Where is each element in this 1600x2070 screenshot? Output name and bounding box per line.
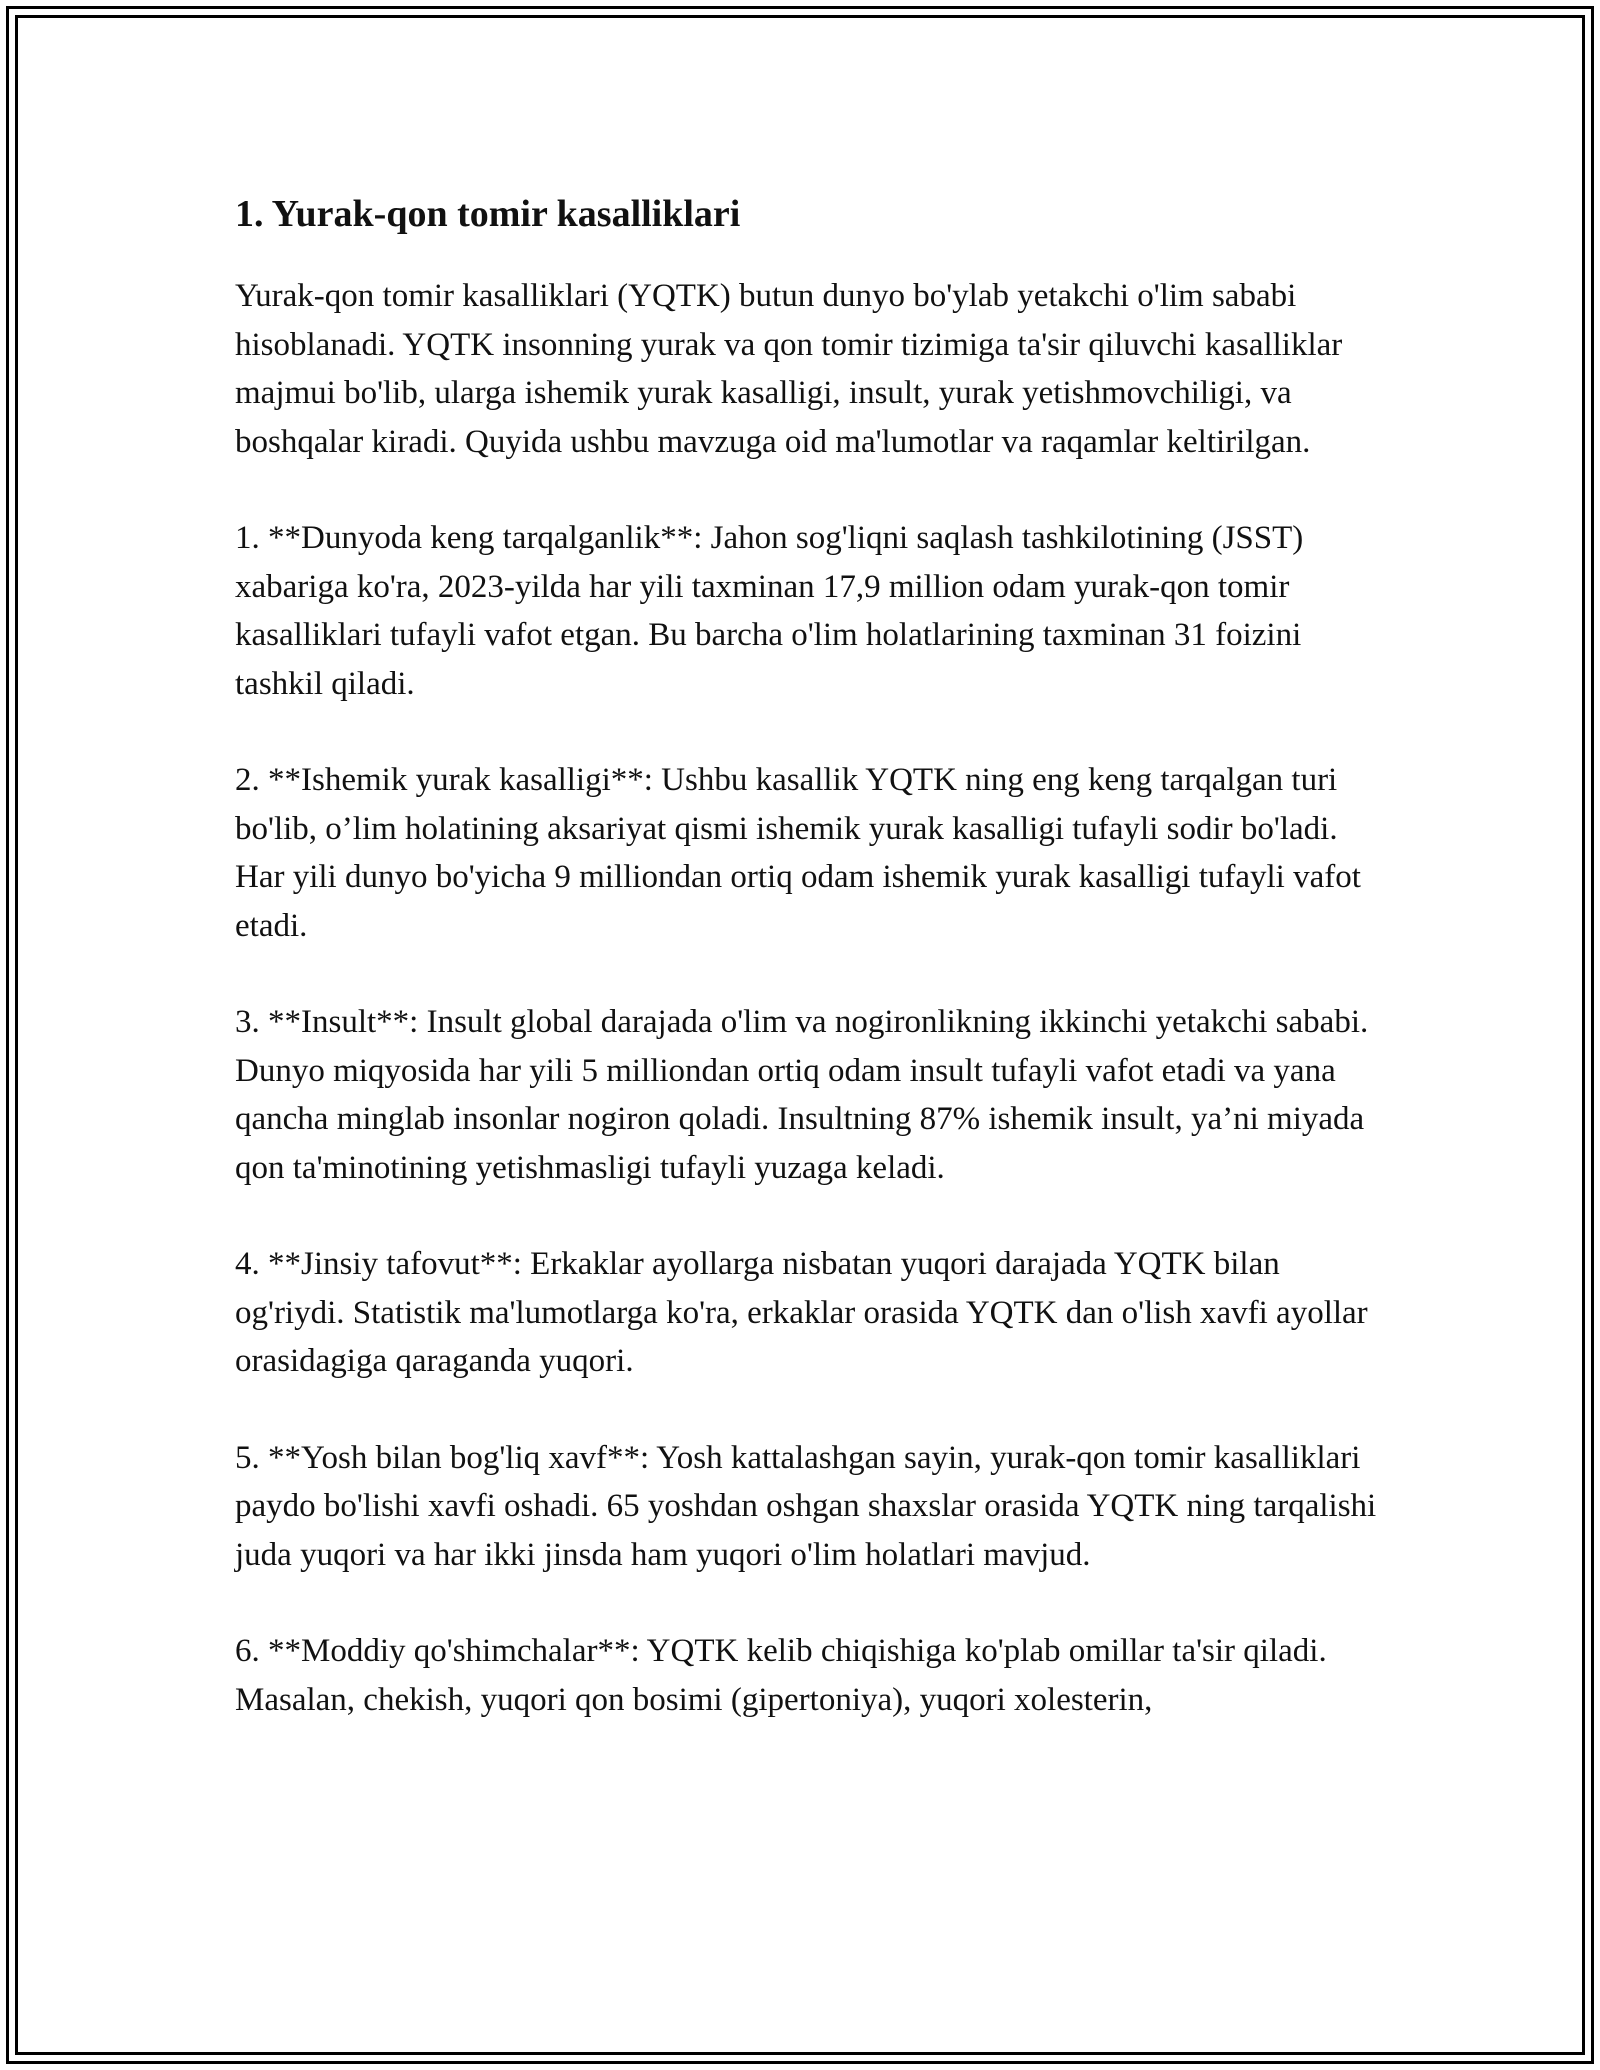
intro-paragraph: Yurak-qon tomir kasalliklari (YQTK) butun dunyo bo'ylab yetakchi o'lim sababi hisoblanadi. YQTK insonning yurak va qon tomir tizimiga ta'sir qiluvchi kasalliklar majmui bo'lib, ularga ishemik yurak kasalligi, insult, yurak yetishmovchiligi, va boshqalar kiradi. Quyida ushbu mavzuga oid ma'lumotlar va raqamlar keltirilgan.	[235, 278, 1343, 460]
list-item-1: 1. **Dunyoda keng tarqalganlik**: Jahon sog'liqni saqlash tashkilotining (JSST) xabariga ko'ra, 2023-yilda har yili taxminan 17,9 million odam yurak-qon tomir kasalliklari tufayli vafot etgan. Bu barcha o'lim holatlarining taxminan 31 foizini tashkil qiladi.	[235, 520, 1304, 702]
list-item-5: 5. **Yosh bilan bog'liq xavf**: Yosh kattalashgan sayin, yurak-qon tomir kasalliklari paydo bo'lishi xavfi oshadi. 65 yoshdan oshgan shaxslar orasida YQTK ning tarqalishi juda yuqori va har ikki jinsda ham yuqori o'lim holatlari mavjud.	[235, 1439, 1377, 1573]
document-body	[235, 186, 1385, 1772]
document-title: 1. Yurak-qon tomir kasalliklari	[235, 193, 741, 235]
list-item-6: 6. **Moddiy qo'shimchalar**: YQTK kelib chiqishiga ko'plab omillar ta'sir qiladi. Masalan, chekish, yuqori qon bosimi (gipertoniya), yuqori xolesterin,	[235, 1633, 1327, 1718]
list-item-4: 4. **Jinsiy tafovut**: Erkaklar ayollarga nisbatan yuqori darajada YQTK bilan og'riydi. Statistik ma'lumotlarga ko'ra, erkaklar orasida YQTK dan o'lish xavfi ayollar orasidagiga qaraganda yuqori.	[235, 1246, 1368, 1379]
list-item-2: 2. **Ishemik yurak kasalligi**: Ushbu kasallik YQTK ning eng keng tarqalgan turi bo'lib, o’lim holatining aksariyat qismi ishemik yurak kasalligi tufayli sodir bo'ladi. Har yili dunyo bo'yicha 9 milliondan ortiq odam ishemik yurak kasalligi tufayli vafot etadi.	[235, 762, 1361, 944]
list-item-3: 3. **Insult**: Insult global darajada o'lim va nogironlikning ikkinchi yetakchi sababi. Dunyo miqyosida har yili 5 milliondan ortiq odam insult tufayli vafot etadi va yana qancha minglab insonlar nogiron qoladi. Insultning 87% ishemik insult, ya’ni miyada qon ta'minotining yetishmasligi tufayli yuzaga keladi.	[235, 1004, 1369, 1186]
